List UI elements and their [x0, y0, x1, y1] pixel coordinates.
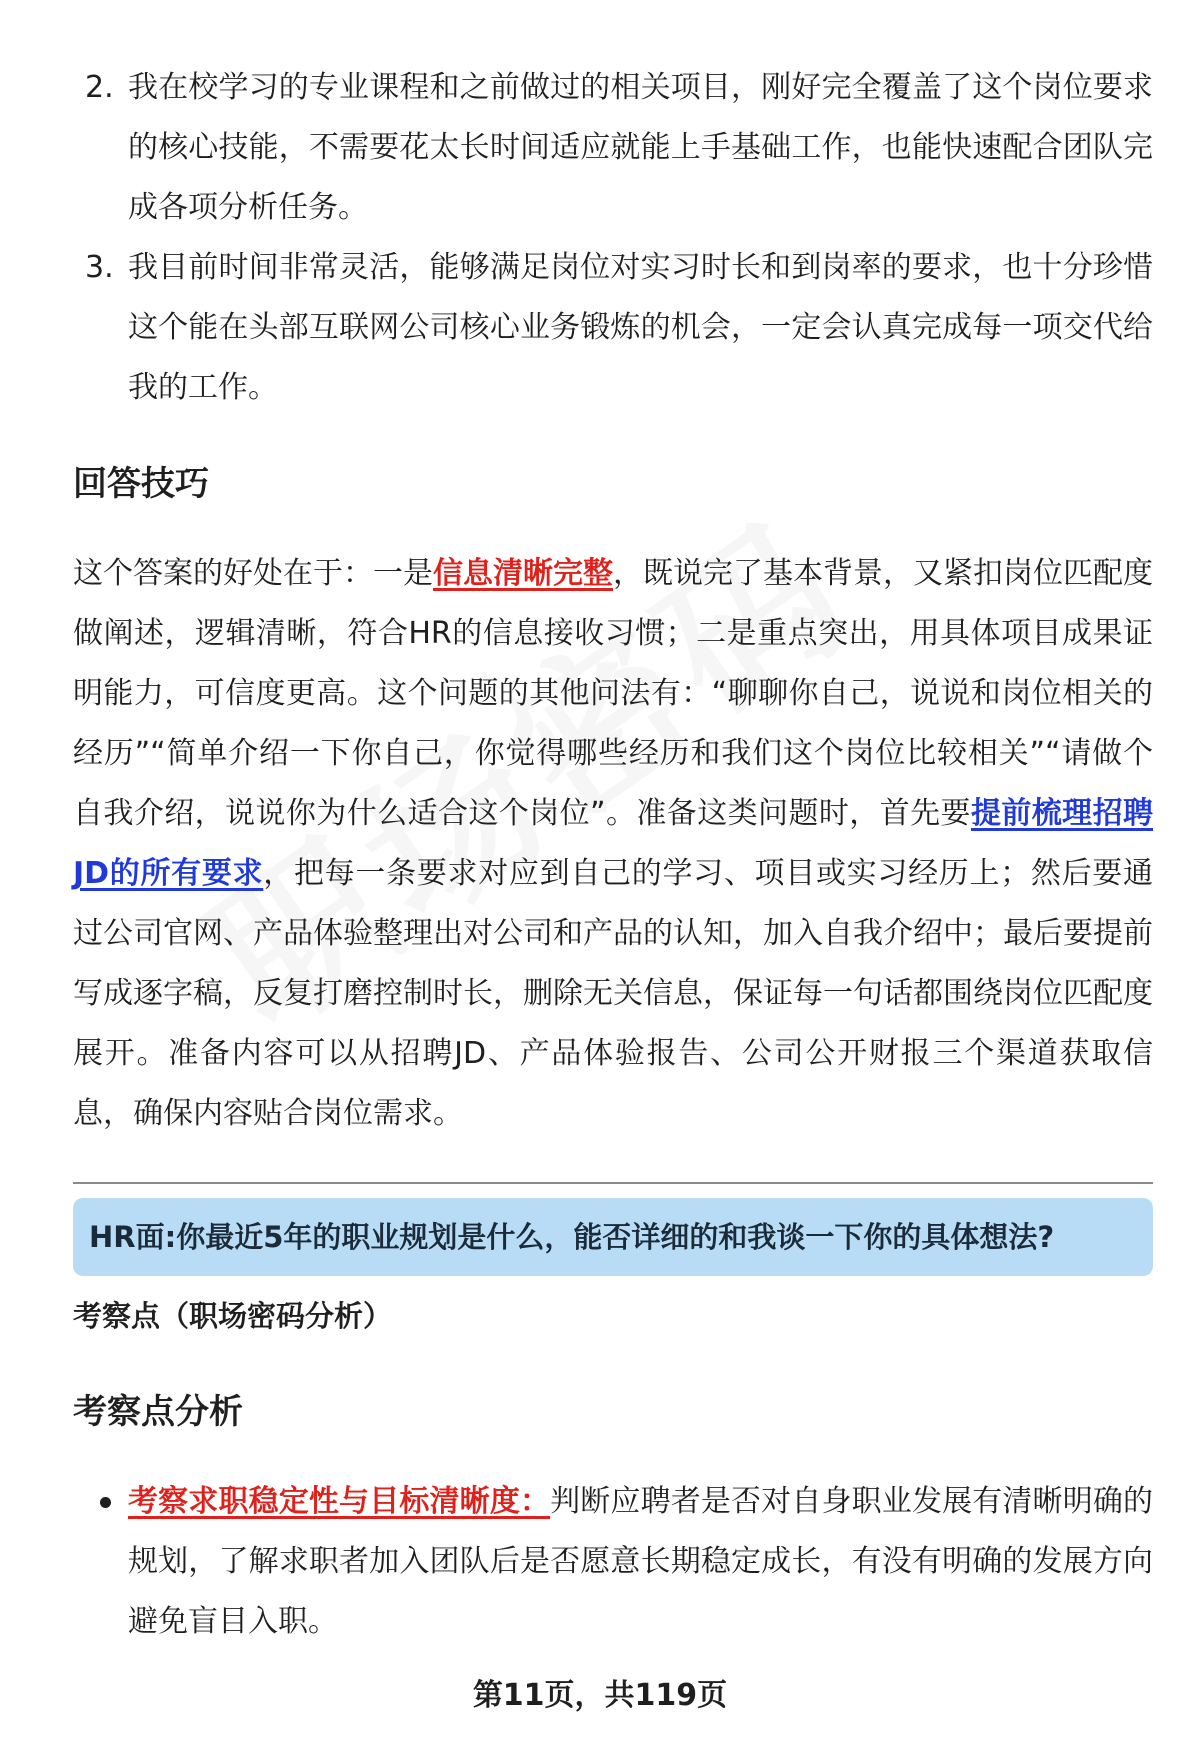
section-heading-analysis: 考察点分析	[73, 1392, 243, 1432]
question-box: HR面:你最近5年的职业规划是什么，能否详细的和我谈一下你的具体想法?	[73, 1198, 1153, 1276]
analysis-label: 考察求职稳定性与目标清晰度：	[128, 1484, 551, 1519]
list-item	[73, 58, 1153, 238]
list-item-number: 2.	[85, 70, 114, 105]
section-heading-tips: 回答技巧	[73, 464, 209, 504]
list-item	[73, 238, 1153, 418]
tips-text-part1: 这个答案的好处在于：一是	[73, 556, 433, 591]
highlight-jd-requirements: 提前梳理招聘JD的所有要求	[73, 796, 1154, 891]
highlight-info-complete: 信息清晰完整	[433, 556, 613, 591]
list-item-number: 3.	[85, 250, 114, 285]
list-item	[73, 1472, 1153, 1652]
section-divider	[73, 1182, 1153, 1184]
analysis-list	[73, 1472, 1153, 1652]
question-subheading: 考察点（职场密码分析）	[73, 1299, 393, 1333]
analysis-text: 判断应聘者是否对自身职业发展有清晰明确的规划，了解求职者加入团队后是否愿意长期稳定成长，有没有明确的发展方向避免盲目入职。	[128, 1484, 1154, 1639]
tips-paragraph	[73, 544, 1153, 1144]
page-content	[73, 58, 1153, 1652]
tips-text-part3: ，把每一条要求对应到自己的学习、项目或实习经历上；然后要通过公司官网、产品体验整理出对公司和产品的认知，加入自我介绍中；最后要提前写成逐字稿，反复打磨控制时长，删除无关信息，保证每一句话都围绕岗位匹配度展开。准备内容可以从招聘JD、产品体验报告、公司公开财报三个渠道获取信息，确保内容贴合岗位需求。	[73, 856, 1153, 1131]
bullet-icon	[100, 1497, 111, 1508]
page-footer: 第11页，共119页	[472, 1678, 728, 1713]
tips-text-part2: ，既说完了基本背景，又紧扣岗位匹配度做阐述，逻辑清晰，符合HR的信息接收习惯；二是重点突出，用具体项目成果证明能力，可信度更高。这个问题的其他问法有：“聊聊你自己，说说和岗位相关的经历”“简单介绍一下你自己，你觉得哪些经历和我们这个岗位比较相关”“请做个自我介绍，说说你为什么适合这个岗位”。准备这类问题时，首先要	[73, 556, 1153, 831]
list-item-text: 我在校学习的专业课程和之前做过的相关项目，刚好完全覆盖了这个岗位要求的核心技能，不需要花太长时间适应就能上手基础工作，也能快速配合团队完成各项分析任务。	[128, 70, 1153, 225]
numbered-list	[73, 58, 1153, 418]
list-item-text: 我目前时间非常灵活，能够满足岗位对实习时长和到岗率的要求，也十分珍惜这个能在头部互联网公司核心业务锻炼的机会，一定会认真完成每一项交代给我的工作。	[128, 250, 1153, 405]
